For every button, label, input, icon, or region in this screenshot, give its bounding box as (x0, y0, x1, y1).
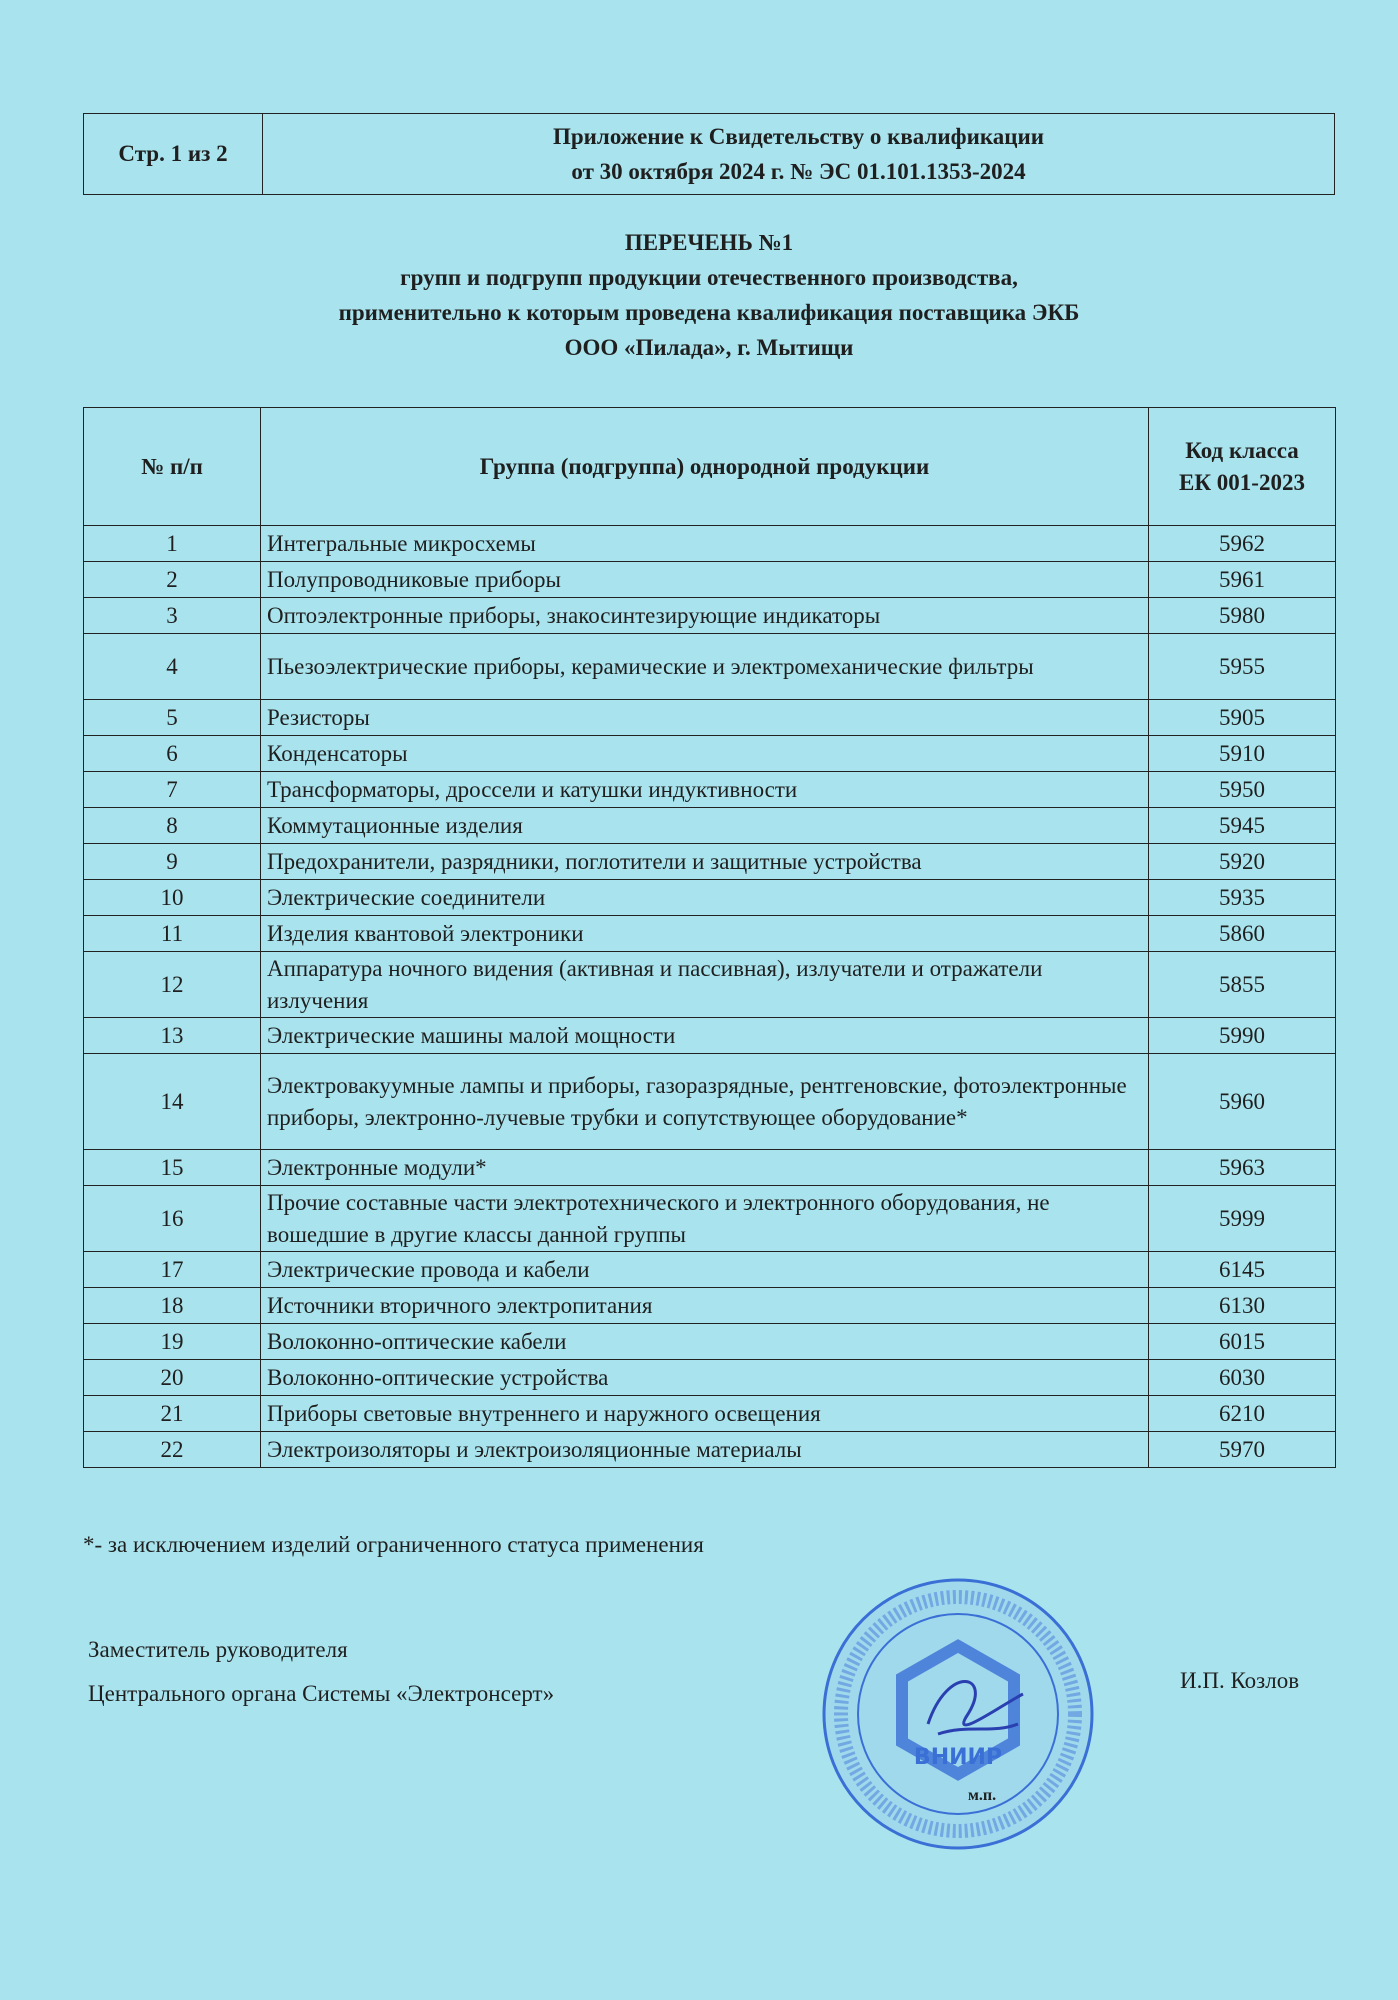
table-row (84, 736, 1336, 772)
row-code-cell: 6145 (1149, 1252, 1336, 1288)
row-group-cell: Аппаратура ночного видения (активная и пассивная), излучатели и отражатели излучения (261, 952, 1149, 1018)
row-group-cell: Изделия квантовой электроники (261, 916, 1149, 952)
row-num-cell: 12 (84, 952, 261, 1018)
row-num-cell: 14 (84, 1054, 261, 1150)
table-row (84, 916, 1336, 952)
document-heading (83, 225, 1335, 365)
table-row (84, 598, 1336, 634)
official-seal-stamp (818, 1574, 1098, 1854)
table-row (84, 526, 1336, 562)
row-group-cell: Предохранители, разрядники, поглотители и защитные устройства (261, 844, 1149, 880)
row-group-cell: Волоконно-оптические устройства (261, 1360, 1149, 1396)
row-code-cell: 5860 (1149, 916, 1336, 952)
row-code-cell: 6030 (1149, 1360, 1336, 1396)
row-group-cell: Электронные модули* (261, 1150, 1149, 1186)
row-num-cell: 3 (84, 598, 261, 634)
row-group-cell: Электрические провода и кабели (261, 1252, 1149, 1288)
table-row (84, 1186, 1336, 1252)
row-num-cell: 2 (84, 562, 261, 598)
signature-position-line2: Центрального органа Системы «Электронсерт» (88, 1681, 555, 1706)
col-group-header: Группа (подгруппа) однородной продукции (261, 408, 1149, 526)
heading-line2: групп и подгрупп продукции отечественного производства, (400, 265, 1018, 290)
table-row (84, 1150, 1336, 1186)
table-header-row (84, 408, 1336, 526)
page-number: Стр. 1 из 2 (84, 114, 263, 194)
col-code-header-line2: ЕК 001-2023 (1179, 469, 1305, 495)
row-code-cell: 5980 (1149, 598, 1336, 634)
row-num-cell: 1 (84, 526, 261, 562)
seal-logo-text: ВНИИР (913, 1745, 1003, 1770)
table-row (84, 808, 1336, 844)
stamp-mp-label: м.п. (968, 1787, 997, 1804)
row-group-cell: Интегральные микросхемы (261, 526, 1149, 562)
row-group-cell: Электрические машины малой мощности (261, 1018, 1149, 1054)
row-group-cell: Электрические соединители (261, 880, 1149, 916)
row-num-cell: 13 (84, 1018, 261, 1054)
row-num-cell: 7 (84, 772, 261, 808)
row-code-cell: 5935 (1149, 880, 1336, 916)
row-code-cell: 5950 (1149, 772, 1336, 808)
document-header-box (83, 113, 1335, 195)
row-code-cell: 5910 (1149, 736, 1336, 772)
seal-outer-ring (824, 1580, 1092, 1848)
row-code-cell: 5990 (1149, 1018, 1336, 1054)
row-group-cell: Прочие составные части электротехнического и электронного оборудования, не вошедшие в другие классы данной группы (261, 1186, 1149, 1252)
row-code-cell: 5955 (1149, 634, 1336, 700)
row-code-cell: 5999 (1149, 1186, 1336, 1252)
row-group-cell: Волоконно-оптические кабели (261, 1324, 1149, 1360)
row-group-cell: Трансформаторы, дроссели и катушки индуктивности (261, 772, 1149, 808)
table-row (84, 1252, 1336, 1288)
col-num-header: № п/п (84, 408, 261, 526)
table-body (84, 526, 1336, 1468)
product-groups-table (83, 407, 1336, 1468)
row-code-cell: 6210 (1149, 1396, 1336, 1432)
header-title (263, 114, 1334, 194)
row-code-cell: 5905 (1149, 700, 1336, 736)
row-num-cell: 16 (84, 1186, 261, 1252)
signature-position-line1: Заместитель руководителя (88, 1637, 348, 1662)
row-code-cell: 5962 (1149, 526, 1336, 562)
row-num-cell: 10 (84, 880, 261, 916)
table-row (84, 1054, 1336, 1150)
row-group-cell: Резисторы (261, 700, 1149, 736)
row-num-cell: 17 (84, 1252, 261, 1288)
row-group-cell: Полупроводниковые приборы (261, 562, 1149, 598)
row-group-cell: Источники вторичного электропитания (261, 1288, 1149, 1324)
row-group-cell: Приборы световые внутреннего и наружного освещения (261, 1396, 1149, 1432)
heading-line3: применительно к которым проведена квалификация поставщика ЭКБ (338, 300, 1080, 325)
row-code-cell: 5920 (1149, 844, 1336, 880)
table-row (84, 952, 1336, 1018)
row-num-cell: 22 (84, 1432, 261, 1468)
row-code-cell: 5945 (1149, 808, 1336, 844)
row-num-cell: 21 (84, 1396, 261, 1432)
row-code-cell: 5961 (1149, 562, 1336, 598)
col-code-header-line1: Код класса (1185, 437, 1299, 463)
table-row (84, 1396, 1336, 1432)
row-group-cell: Электровакуумные лампы и приборы, газоразрядные, рентгеновские, фотоэлектронные приборы, электронно-лучевые трубки и сопутствующее оборудование* (261, 1054, 1149, 1150)
signature-position (88, 1628, 554, 1716)
row-code-cell: 5963 (1149, 1150, 1336, 1186)
table-row (84, 1432, 1336, 1468)
heading-line1: ПЕРЕЧЕНЬ №1 (624, 230, 794, 255)
table-row (84, 844, 1336, 880)
table-row (84, 880, 1336, 916)
table-row (84, 1288, 1336, 1324)
table-row (84, 1360, 1336, 1396)
row-group-cell: Конденсаторы (261, 736, 1149, 772)
row-num-cell: 6 (84, 736, 261, 772)
table-row (84, 772, 1336, 808)
row-num-cell: 9 (84, 844, 261, 880)
table-row (84, 562, 1336, 598)
footnote: *- за исключением изделий ограниченного статуса применения (83, 1532, 704, 1557)
signatory-name: И.П. Козлов (1180, 1668, 1300, 1693)
row-num-cell: 15 (84, 1150, 261, 1186)
row-group-cell: Оптоэлектронные приборы, знакосинтезирующие индикаторы (261, 598, 1149, 634)
row-num-cell: 11 (84, 916, 261, 952)
col-code-header (1149, 408, 1336, 526)
header-title-line2: от 30 октября 2024 г. № ЭС 01.101.1353-2024 (571, 159, 1026, 184)
table-row (84, 700, 1336, 736)
row-num-cell: 4 (84, 634, 261, 700)
row-group-cell: Коммутационные изделия (261, 808, 1149, 844)
row-num-cell: 5 (84, 700, 261, 736)
header-title-line1: Приложение к Свидетельству о квалификации (552, 124, 1044, 149)
row-code-cell: 5970 (1149, 1432, 1336, 1468)
row-code-cell: 5855 (1149, 952, 1336, 1018)
row-code-cell: 6015 (1149, 1324, 1336, 1360)
row-num-cell: 18 (84, 1288, 261, 1324)
table-row (84, 634, 1336, 700)
row-num-cell: 19 (84, 1324, 261, 1360)
table-row (84, 1018, 1336, 1054)
row-num-cell: 8 (84, 808, 261, 844)
row-code-cell: 5960 (1149, 1054, 1336, 1150)
row-num-cell: 20 (84, 1360, 261, 1396)
table-row (84, 1324, 1336, 1360)
row-group-cell: Пьезоэлектрические приборы, керамические и электромеханические фильтры (261, 634, 1149, 700)
heading-line4: ООО «Пилада», г. Мытищи (564, 335, 854, 360)
row-code-cell: 6130 (1149, 1288, 1336, 1324)
row-group-cell: Электроизоляторы и электроизоляционные материалы (261, 1432, 1149, 1468)
